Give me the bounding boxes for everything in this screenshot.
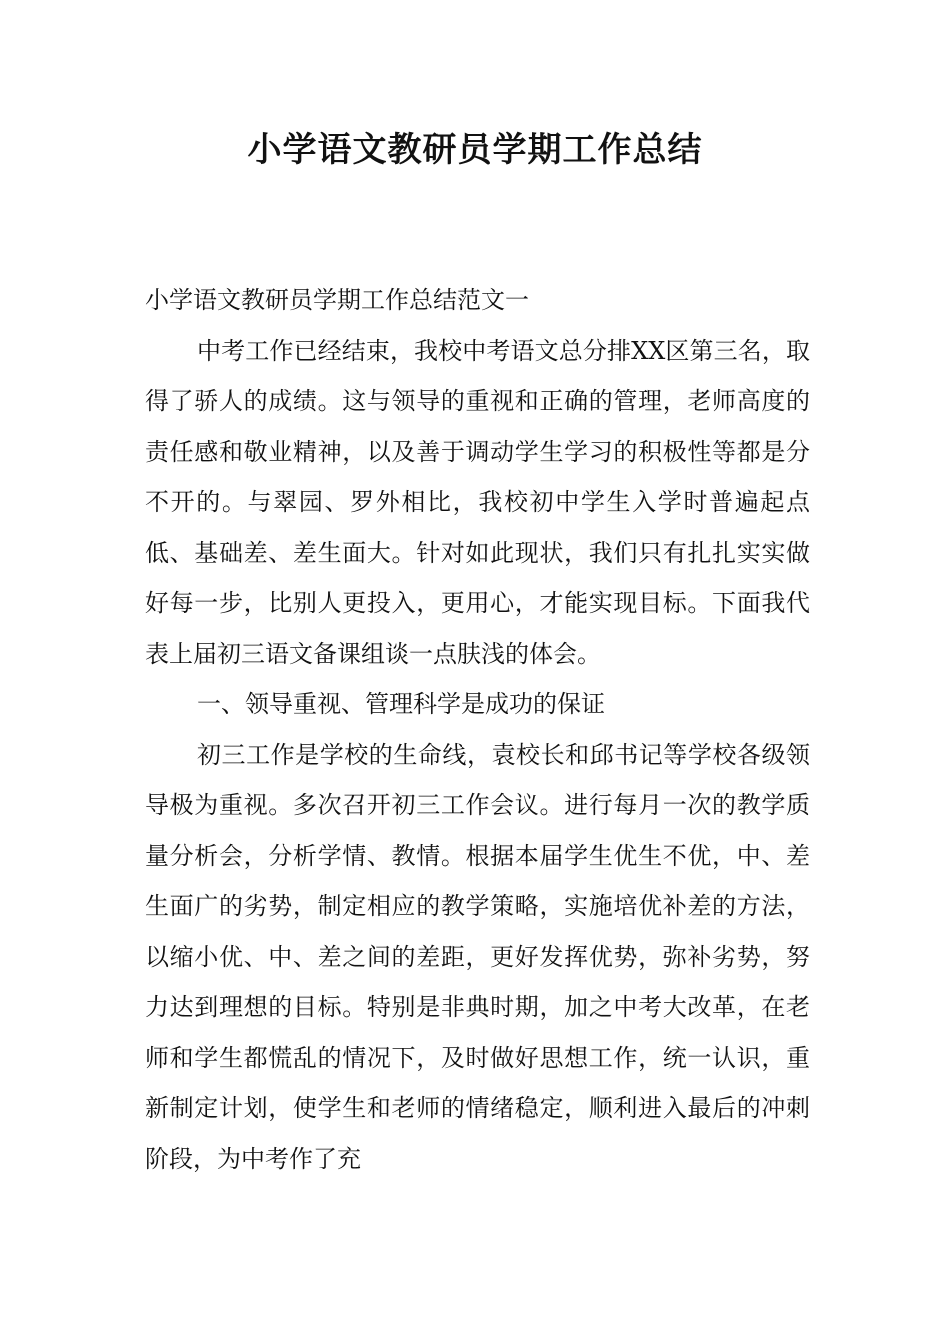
document-subtitle: 小学语文教研员学期工作总结范文一 [145,286,529,314]
paragraph: 中考工作已经结束，我校中考语文总分排XX区第三名，取得了骄人的成绩。这与领导的重视和正确的管理，老师高度的责任感和敬业精神，以及善于调动学生学习的积极性等都是分不开的。与翠园、罗外相比，我校初中学生入学时普遍起点低、基础差、差生面大。针对如此现状，我们只有扎扎实实做好每一步，比别人更投入，更用心，才能实现目标。下面我代表上届初三语文备课组谈一点肤浅的体会。 [145,336,810,668]
document-title: 小学语文教研员学期工作总结 [247,130,703,170]
section-heading: 一、领导重视、管理科学是成功的保证 [197,690,605,718]
paragraph: 初三工作是学校的生命线，袁校长和邱书记等学校各级领导极为重视。多次召开初三工作会议。进行每月一次的教学质量分析会，分析学情、教情。根据本届学生优生不优，中、差生面广的劣势，制定相应的教学策略，实施培优补差的方法，以缩小优、中、差之间的差距，更好发挥优势，弥补劣势，努力达到理想的目标。特别是非典时期，加之中考大改革，在老师和学生都慌乱的情况下，及时做好思想工作，统一认识，重新制定计划，使学生和老师的情绪稳定，顺利进入最后的冲刺阶段，为中考作了充 [145,740,810,1173]
document-body [145,275,810,1184]
